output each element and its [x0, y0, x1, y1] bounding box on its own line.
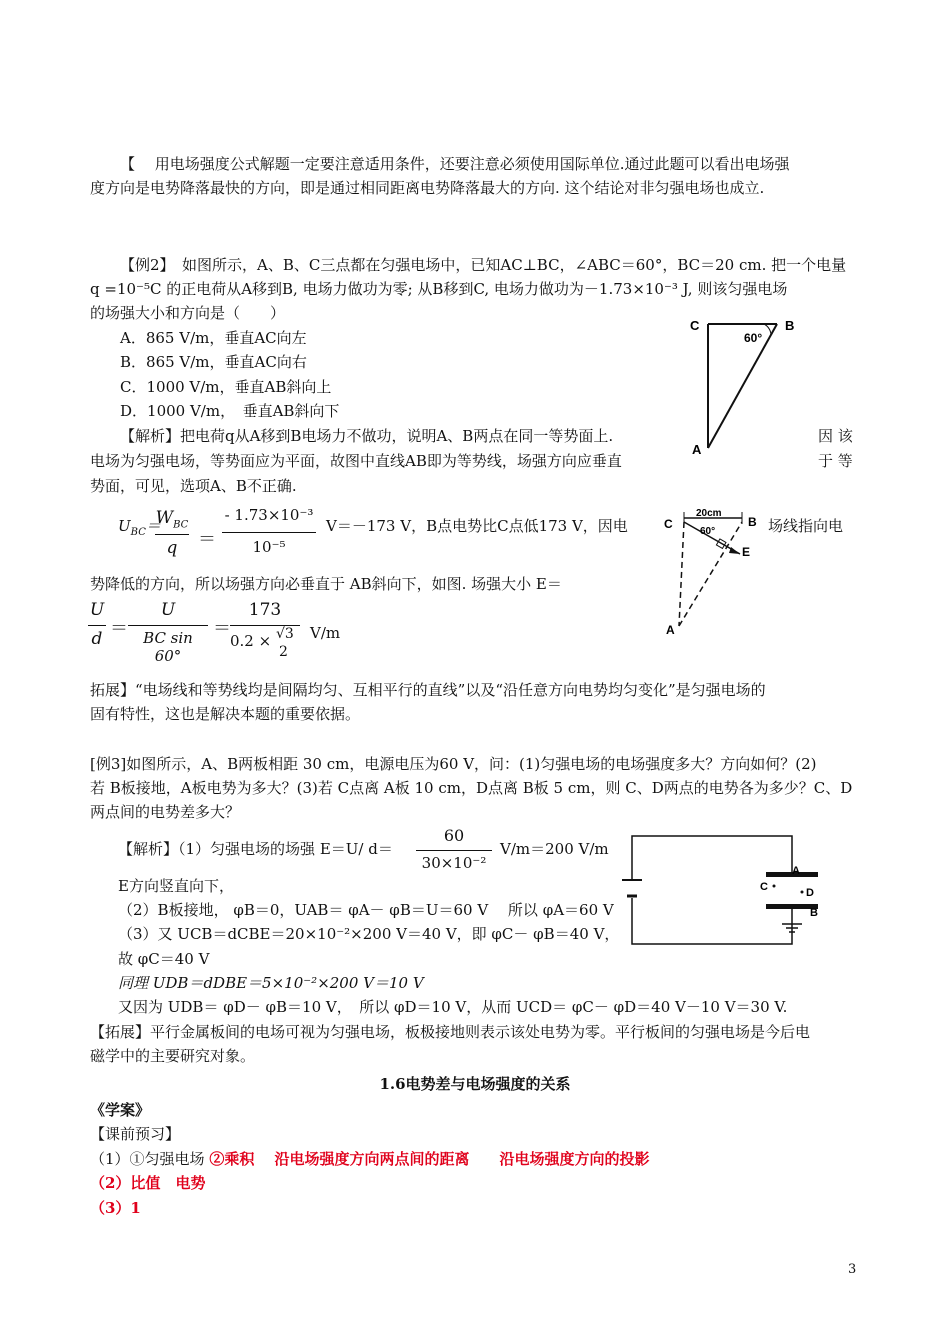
label-c: C — [664, 517, 673, 531]
page-number: 3 — [848, 1262, 857, 1277]
ex3-extension-2: 磁学中的主要研究对象。 — [90, 1047, 256, 1065]
ubc-symbol: $U_{BC}=$ — [118, 517, 161, 538]
preview-item-1-label: （1）①匀强电场 — [90, 1150, 205, 1168]
ex2-solution-1: 【解析】把电荷q从A移到B电场力不做功，说明A、B两点在同一等势面上. — [120, 427, 614, 445]
preview-item-1-answer: ②乘积 沿电场强度方向两点间的距离 沿电场强度方向的投影 — [209, 1150, 650, 1168]
equals-sign: ＝ — [198, 529, 216, 550]
triangle-figure — [684, 312, 802, 458]
label-c: C — [690, 318, 700, 333]
ex3-solution-1: 【解析】（1）匀强电场的场强 E＝U/ d＝ — [118, 840, 393, 858]
label-a: A — [792, 865, 800, 877]
ex3-solution-1-result: V/m＝200 V/m — [500, 840, 609, 858]
ex3-extension-1: 【拓展】平行金属板间的电场可视为匀强电场，板极接地则表示该处电势为零。平行板间的匀强电场是今后电 — [90, 1023, 811, 1041]
distance-label: 20cm — [696, 508, 722, 519]
ubc-result: V＝－173 V，B点电势比C点低173 V，因电 — [326, 517, 628, 535]
ex2-line-3: 的场强大小和方向是（ ） — [90, 304, 286, 322]
ex3-solution-5: 故 φC＝40 V — [118, 950, 210, 968]
xuean-heading: 《学案》 — [90, 1101, 151, 1119]
ex3-line-3: 两点间的电势差多大？ — [90, 803, 241, 821]
ex2-solution-2-tail: 于 等 — [818, 452, 853, 470]
direction-line: 势降低的方向，所以场强方向必垂直于 AB斜向下，如图. 场强大小 E＝ — [90, 575, 562, 593]
label-b: B — [810, 907, 818, 919]
field-fraction: 60 30×10⁻² — [416, 826, 492, 874]
ex2-solution-1-tail: 因 该 — [818, 427, 853, 445]
preview-item-2: （2）比值 电势 — [90, 1174, 206, 1192]
note-line-2: 度方向是电势降落最快的方向，即是通过相同距离电势降落最大的方向. 这个结论对非匀强电场也成立. — [90, 179, 765, 197]
ex2-line-1: 【例2】 如图所示，A、B、C三点都在匀强电场中，已知AC⊥BC，∠ABC＝60°，BC＝20 cm. 把一个电量 — [120, 256, 847, 274]
section-title: 1.6电势差与电场强度的关系 — [379, 1075, 571, 1093]
label-a: A — [692, 442, 702, 457]
ex2-solution-3: 势面，可见，选项A、B不正确. — [90, 477, 297, 495]
note-line-1: 【 用电场强度公式解题一定要注意适用条件，还要注意必须使用国际单位.通过此题可以看出电场强 — [120, 155, 790, 173]
fraction-denominator: q — [166, 538, 178, 558]
ex3-line-2: 若 B板接地，A板电势为多大？(3)若 C点离 A板 10 cm，D点离 B板 5 cm，则 C、D两点的电势各为多少？C、D — [90, 779, 853, 797]
angle-label: 60° — [700, 526, 716, 537]
ubc-result-tail: 场线指向电 — [768, 517, 844, 535]
ex2-line-2: q =10⁻⁵C 的正电荷从A移到B, 电场力做功为零; 从B移到C, 电场力做功为－1.73×10⁻³ J, 则该匀强电场 — [90, 280, 788, 298]
fraction-numerator: - 1.73×10⁻³ — [224, 506, 314, 524]
ex2-extension-2: 固有特性，这也是解决本题的重要依据。 — [90, 705, 361, 723]
fraction-u-over-d: U d — [89, 600, 105, 649]
label-b: B — [748, 515, 757, 529]
fraction-bar — [155, 534, 189, 535]
option-a: A．865 V/m，垂直AC向左 — [120, 329, 307, 347]
label-c: C — [760, 881, 768, 893]
fraction-173: 173 0.2 × √3 2 — [230, 600, 300, 670]
label-a: A — [666, 623, 675, 637]
ex3-solution-4: （3）又 UCB＝dCBE＝20×10⁻²×200 V＝40 V，即 φC－ φB＝40 V， — [118, 925, 620, 943]
option-c: C．1000 V/m，垂直AB斜向上 — [120, 378, 332, 396]
ex3-solution-6: 同理 UDB＝dDBE＝5×10⁻²×200 V＝10 V — [118, 974, 424, 992]
angle-label: 60° — [744, 331, 763, 345]
field-direction-figure — [660, 502, 760, 640]
label-b: B — [785, 318, 795, 333]
preview-item-3: （3）1 — [90, 1199, 141, 1217]
ex3-line-1: [例3]如图所示，A、B两板相距 30 cm，电源电压为60 V，问：(1)匀强电场的电场强度多大？方向如何？(2) — [90, 755, 817, 773]
label-d: D — [806, 887, 814, 899]
preview-heading: 【课前预习】 — [90, 1125, 181, 1143]
fraction-numerator: $W_{BC}$ — [155, 508, 189, 531]
equals-sign: ＝ — [213, 618, 231, 639]
circuit-figure — [614, 828, 832, 952]
ex2-extension-1: 拓展】“电场线和等势线均是间隔均匀、互相平行的直线”以及“沿任意方向电势均匀变化”是匀强电场的 — [90, 681, 766, 699]
label-e: E — [742, 545, 751, 559]
fraction-u-over-bcsin: U BC sin 60° — [128, 600, 208, 650]
ex3-solution-2: E方向竖直向下， — [118, 877, 234, 895]
fraction-denominator: 10⁻⁵ — [252, 538, 286, 556]
equals-sign: ＝ — [110, 618, 128, 639]
preview-item-1 — [90, 1147, 650, 1171]
fraction-bar — [222, 532, 316, 533]
fraction-value — [222, 506, 316, 560]
ex3-solution-7: 又因为 UDB＝ φD－ φB＝10 V， 所以 φD＝10 V，从而 UCD＝ φC－ φD＝40 V－10 V＝30 V. — [118, 998, 788, 1016]
fraction-w-over-q — [155, 508, 189, 560]
option-b: B．865 V/m，垂直AC向右 — [120, 353, 307, 371]
ex3-solution-3: （2）B板接地， φB＝0，UAB＝ φA－ φB＝U＝60 V 所以 φA＝60 V — [118, 901, 614, 919]
e-unit: V/m — [310, 624, 341, 642]
option-d: D．1000 V/m， 垂直AB斜向下 — [120, 402, 340, 420]
ex2-solution-2: 电场为匀强电场，等势面应为平面，故图中直线AB即为等势线，场强方向应垂直 — [90, 452, 622, 470]
